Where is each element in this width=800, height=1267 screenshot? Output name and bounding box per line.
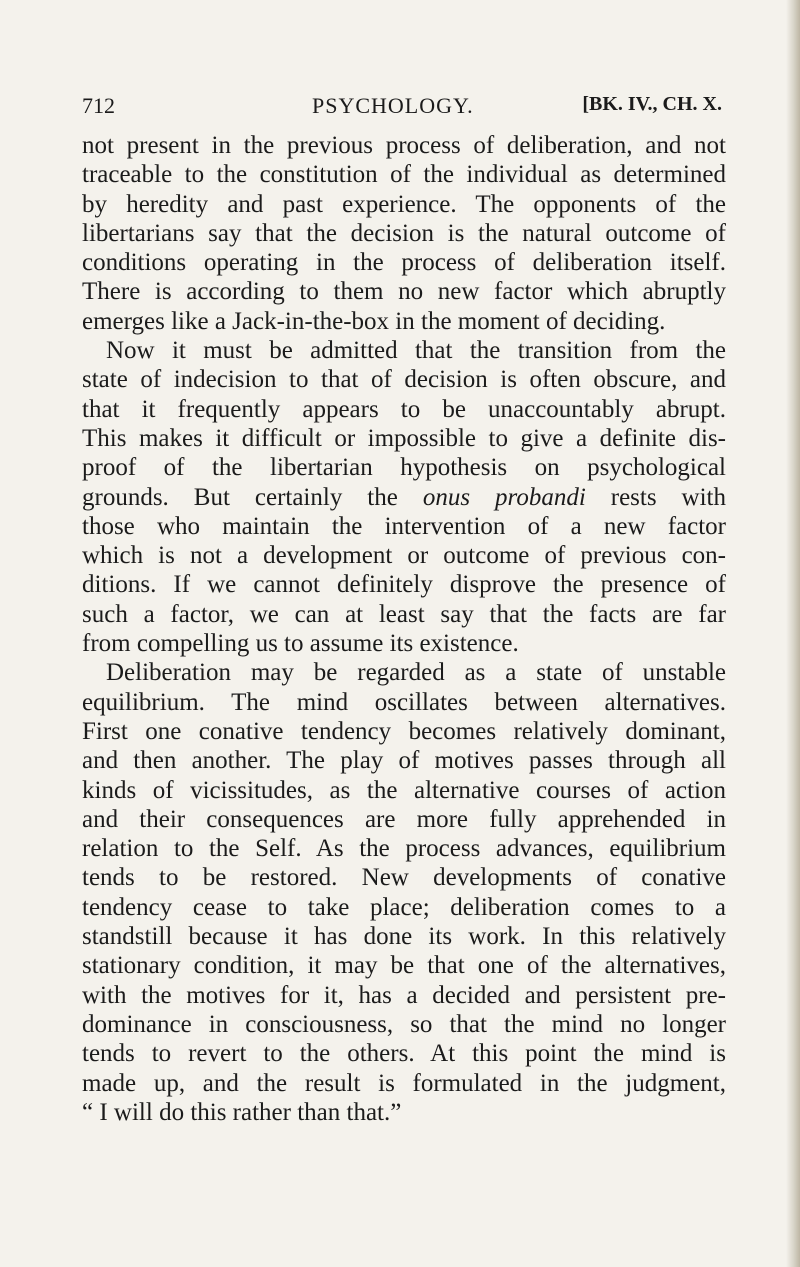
text-line: by heredity and past experience. The opponents of the — [82, 190, 726, 218]
text-line-start: grounds. But certainly the — [82, 483, 423, 511]
text-line: that it frequently appears to be unaccountably abrupt. — [82, 395, 726, 423]
text-line: Deliberation may be regarded as a state of unstable — [106, 659, 726, 687]
text-line: proof of the libertarian hypothesis on psychological — [82, 454, 726, 482]
text-line: state of indecision to that of decision is often obscure, and — [82, 366, 726, 394]
text-line: made up, and the result is formulated in the judgment, — [82, 1069, 726, 1097]
text-line: with the motives for it, has a decided and persistent pre- — [82, 981, 726, 1009]
text-line: from compelling us to assume its existence. — [82, 630, 519, 658]
body-text — [82, 131, 726, 1127]
text-line: standstill because it has done its work. In this relatively — [82, 923, 726, 951]
text-line: First one conative tendency becomes relatively dominant, — [82, 717, 726, 745]
text-line: conditions operating in the process of deliberation itself. — [82, 249, 726, 277]
text-line: those who maintain the intervention of a new factor — [82, 512, 726, 540]
text-line — [82, 483, 726, 512]
page-edge-shadow — [786, 0, 800, 1267]
text-line: traceable to the constitution of the individual as determined — [82, 161, 726, 189]
text-line: such a factor, we can at least say that the facts are far — [82, 600, 726, 628]
text-line: relation to the Self. As the process advances, equilibrium — [82, 835, 726, 863]
text-line: equilibrium. The mind oscillates between alternatives. — [82, 688, 726, 716]
text-line: stationary condition, it may be that one of the alternatives, — [82, 952, 726, 980]
text-line: not present in the previous process of deliberation, and not — [82, 132, 726, 159]
text-line: libertarians say that the decision is the natural outcome of — [82, 219, 726, 247]
text-line: “ I will do this rather than that.” — [82, 1098, 402, 1126]
text-line: tends to revert to the others. At this point the mind is — [82, 1040, 726, 1068]
running-title: PSYCHOLOGY. — [312, 93, 474, 118]
text-line: and their consequences are more fully apprehended in — [82, 805, 726, 833]
text-line: emerges like a Jack-in-the-box in the moment of deciding. — [82, 307, 666, 335]
text-line: Now it must be admitted that the transition from the — [106, 337, 726, 365]
running-head — [82, 93, 722, 127]
italic-phrase: onus probandi — [422, 483, 586, 511]
text-line-end: rests with — [585, 483, 726, 511]
page-number: 712 — [82, 93, 115, 118]
text-line: ditions. If we cannot definitely disprove the presence of — [82, 571, 726, 599]
text-line: kinds of vicissitudes, as the alternative courses of action — [82, 776, 726, 804]
text-line: tendency cease to take place; deliberation comes to a — [82, 893, 726, 921]
text-line: This makes it difficult or impossible to give a definite dis- — [82, 424, 726, 452]
text-line: which is not a development or outcome of previous con- — [82, 542, 726, 570]
section-reference: [BK. IV., CH. X. — [582, 93, 722, 115]
text-line: tends to be restored. New developments of conative — [82, 864, 726, 892]
text-line: and then another. The play of motives passes through all — [82, 747, 726, 775]
text-line: dominance in consciousness, so that the mind no longer — [82, 1010, 726, 1038]
text-line: There is according to them no new factor which abruptly — [82, 278, 726, 306]
